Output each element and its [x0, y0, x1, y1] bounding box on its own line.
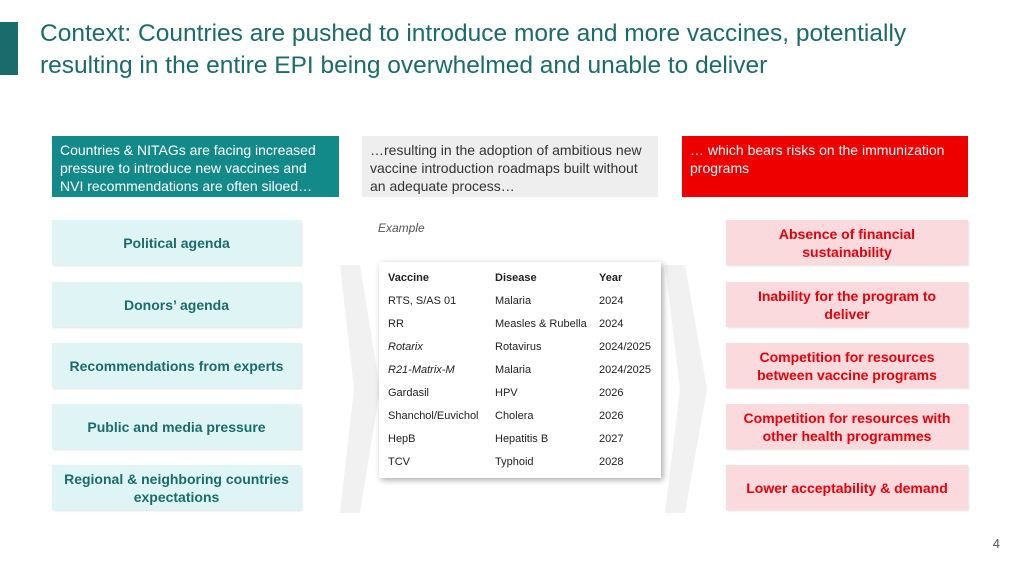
vaccine-cell: RTS, S/AS 01	[388, 294, 457, 307]
table-row	[388, 312, 661, 335]
disease-cell: Typhoid	[495, 455, 534, 468]
page-number: 4	[992, 536, 1000, 551]
table-row	[388, 335, 661, 358]
vaccine-cell: Shanchol/Euvichol	[388, 409, 479, 422]
risk-box: Inability for the program to deliver	[726, 282, 968, 327]
disease-cell: Malaria	[495, 294, 532, 307]
pressure-box: Political agenda	[52, 220, 301, 265]
vaccine-cell: Gardasil	[388, 386, 429, 399]
table-row	[388, 404, 661, 427]
chevron-right-icon	[330, 265, 380, 513]
table-row	[388, 450, 661, 473]
title-accent-bar	[0, 22, 18, 75]
vaccine-cell: Rotarix	[388, 340, 423, 353]
risk-box: Competition for resources between vaccine programs	[726, 343, 968, 388]
pressure-box: Donors’ agenda	[52, 282, 301, 327]
header-risks: … which bears risks on the immunization programs	[682, 136, 968, 197]
vaccine-cell: TCV	[388, 455, 410, 468]
pressure-box: Regional & neighboring countries expectations	[52, 465, 301, 510]
column-header-vaccine: Vaccine	[388, 271, 429, 284]
vaccine-cell: HepB	[388, 432, 416, 445]
pressure-box: Recommendations from experts	[52, 343, 301, 388]
column-header-disease: Disease	[495, 271, 537, 284]
table-row	[388, 289, 661, 312]
example-label: Example	[378, 221, 425, 235]
year-cell: 2026	[599, 409, 624, 422]
year-cell: 2028	[599, 455, 624, 468]
disease-cell: Measles & Rubella	[495, 317, 587, 330]
disease-cell: Cholera	[495, 409, 534, 422]
risk-box: Competition for resources with other health programmes	[726, 404, 968, 449]
year-cell: 2026	[599, 386, 624, 399]
header-pressure: Countries & NITAGs are facing increased pressure to introduce new vaccines and NVI recommendations are often siloed…	[52, 136, 339, 197]
vaccine-cell: R21-Matrix-M	[388, 363, 455, 376]
year-cell: 2024	[599, 294, 624, 307]
header-roadmaps: …resulting in the adoption of ambitious new vaccine introduction roadmaps built without an adequate process…	[362, 136, 658, 197]
pressure-box: Public and media pressure	[52, 404, 301, 449]
disease-cell: Malaria	[495, 363, 532, 376]
disease-cell: Hepatitis B	[495, 432, 549, 445]
table-header-row	[388, 266, 661, 289]
page-title: Context: Countries are pushed to introduce more and more vaccines, potentially resulting in the entire EPI being overwhelmed and unable to deliver	[40, 20, 907, 79]
risk-box: Lower acceptability & demand	[726, 465, 968, 510]
disease-cell: Rotavirus	[495, 340, 542, 353]
risk-box: Absence of financial sustainability	[726, 220, 968, 265]
year-cell: 2024/2025	[599, 363, 651, 376]
vaccine-roadmap-table	[379, 262, 661, 478]
chevron-right-icon	[655, 265, 707, 513]
column-header-year: Year	[599, 271, 623, 284]
table-row	[388, 427, 661, 450]
year-cell: 2024	[599, 317, 624, 330]
year-cell: 2027	[599, 432, 624, 445]
vaccine-cell: RR	[388, 317, 404, 330]
disease-cell: HPV	[495, 386, 518, 399]
table-row	[388, 358, 661, 381]
table-row	[388, 381, 661, 404]
year-cell: 2024/2025	[599, 340, 651, 353]
